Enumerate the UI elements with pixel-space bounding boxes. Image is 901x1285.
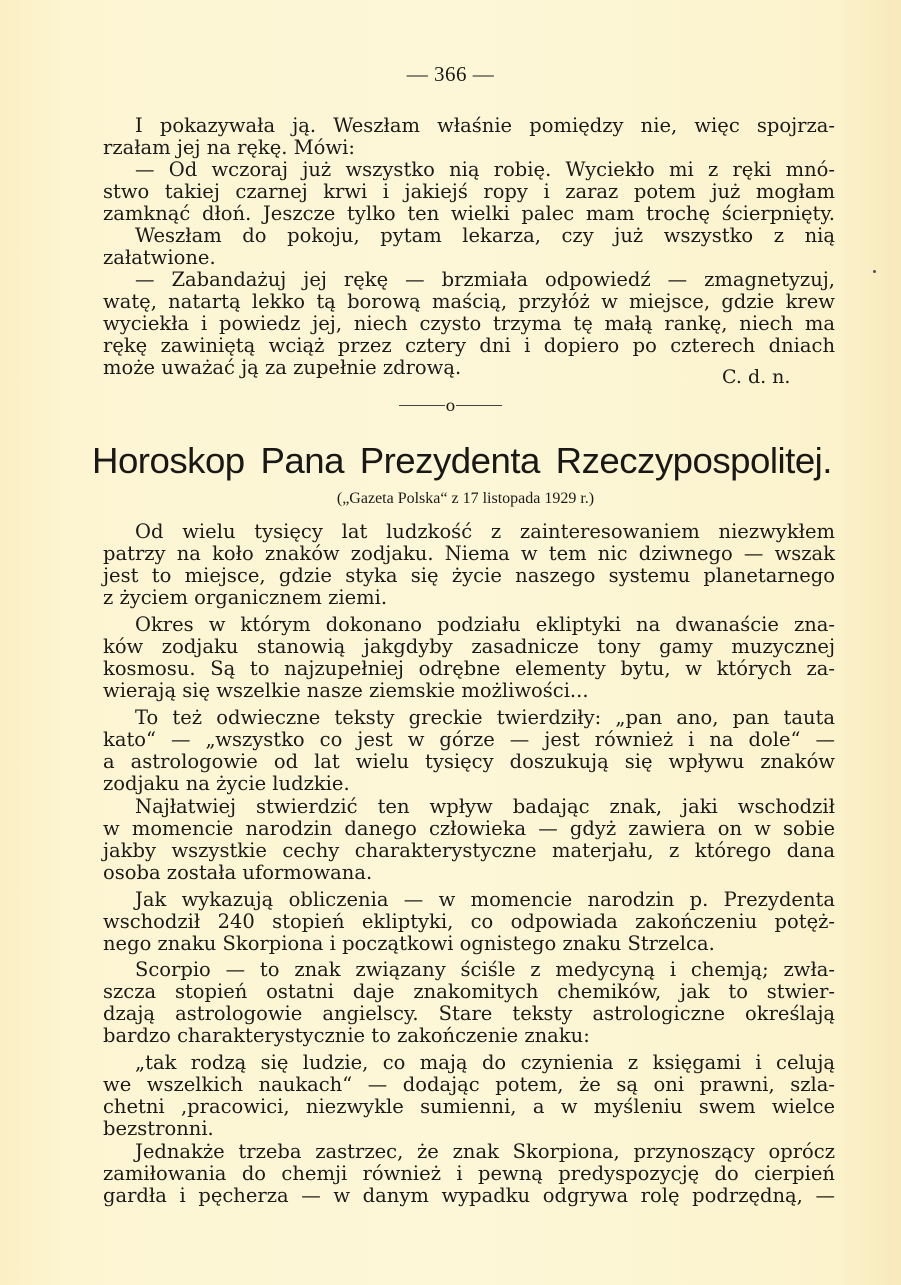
text-line: rękę zawiniętą wciąż przez cztery dni i dopiero po czterech dniach: [103, 334, 835, 357]
text-line: bezstronni.: [103, 1117, 214, 1140]
text-line: jest to miejsce, gdzie styka się życie naszego systemu planetarnego: [103, 564, 835, 587]
ink-spot: [873, 270, 876, 273]
text-line: a astrologowie od lat wielu tysięcy doszukują się wpływu znaków: [103, 750, 835, 773]
text-line: Okres w którym dokonano podziału ekliptyki na dwanaście zna-: [135, 613, 835, 636]
text-line: — Od wczoraj już wszystko nią robię. Wyciekło mi z ręki mnó-: [135, 158, 835, 181]
text-line: kosmosu. Są to najzupełniej odrębne elementy bytu, w których za-: [103, 657, 835, 680]
page-number: — 366 —: [406, 62, 495, 86]
text-line: bardzo charakterystycznie to zakończenie znaku:: [103, 1024, 590, 1047]
text-line: gardła i pęcherza — w danym wypadku odgrywa rolę podrzędną, —: [103, 1184, 835, 1207]
text-line: może uważać ją za zupełnie zdrową.: [103, 356, 462, 379]
text-line: ków zodjaku stanowią jakgdyby zasadnicze tony gamy muzycznej: [103, 635, 835, 658]
divider-rule-right: [456, 405, 502, 406]
text-line: Od wielu tysięcy lat ludzkość z zainteresowaniem niezwykłem: [135, 520, 835, 543]
text-line: chetni ,pracowici, niezwykle sumienni, a w myśleniu swem wielce: [103, 1095, 835, 1118]
text-line: z życiem organicznem ziemi.: [103, 586, 388, 609]
section-divider: [0, 395, 901, 415]
text-line: — Zabandażuj jej rękę — brzmiała odpowiedź — zmagnetyzuj,: [135, 268, 835, 291]
divider-mark: o: [445, 396, 456, 415]
text-line: zodjaku na życie ludzkie.: [103, 772, 350, 795]
text-line: To też odwieczne teksty greckie twierdziły: „pan ano, pan tauta: [135, 706, 835, 729]
text-line: zamiłowania do chemji również i pewną predyspozycję do cierpień: [103, 1162, 835, 1185]
text-line: szcza stopień ostatni daje znakomitych chemików, jak to stwier-: [103, 980, 835, 1003]
article-title: Horoskop Pana Prezydenta Rzeczypospolitej.: [92, 440, 832, 481]
text-line: Najłatwiej stwierdzić ten wpływ badając znak, jaki wschodził: [135, 795, 835, 818]
text-line: kato“ — „wszystko co jest w górze — jest również i na dole“ —: [103, 728, 835, 751]
text-line: wschodził 240 stopień ekliptyki, co odpowiada zakończeniu potęż-: [103, 910, 835, 933]
text-line: zamknąć dłoń. Jeszcze tylko ten wielki palec mam trochę ścierpnięty.: [103, 202, 835, 225]
text-line: jakby wszystkie cechy charakterystyczne materjału, z którego dana: [103, 839, 835, 862]
text-line: dzają astrologowie angielscy. Stare teksty astrologiczne określają: [103, 1002, 835, 1025]
continued-mark: C. d. n.: [722, 366, 791, 388]
text-line: watę, natartą lekko tą borową maścią, przyłóż w miejsce, gdzie krew: [103, 290, 835, 313]
text-line: patrzy na koło znaków zodjaku. Niema w tem nic dziwnego — wszak: [103, 542, 835, 565]
text-line: Jednakże trzeba zastrzec, że znak Skorpiona, przynoszący oprócz: [135, 1140, 835, 1163]
text-line: Scorpio — to znak związany ściśle z medycyną i chemją; zwła-: [135, 958, 835, 981]
text-line: we wszelkich naukach“ — dodając potem, że są oni prawni, szla-: [103, 1073, 835, 1096]
divider-rule-left: [399, 405, 445, 406]
text-line: stwo takiej czarnej krwi i jakiejś ropy i zaraz potem już mogłam: [103, 180, 835, 203]
text-line: w momencie narodzin danego człowieka — gdyż zawiera on w sobie: [103, 817, 835, 840]
text-line: wyciekła i powiedz jej, niech czysto trzyma tę małą rankę, niech ma: [103, 312, 835, 335]
text-line: Jak wykazują obliczenia — w momencie narodzin p. Prezydenta: [135, 888, 835, 911]
text-line: I pokazywała ją. Weszłam właśnie pomiędzy nie, więc spojrza-: [135, 114, 835, 137]
text-line: wierają się wszelkie nasze ziemskie możliwości...: [103, 679, 589, 702]
text-line: nego znaku Skorpiona i początkowi ognistego znaku Strzelca.: [103, 932, 715, 955]
text-line: załatwione.: [103, 246, 216, 269]
article-source: („Gazeta Polska“ z 17 listopada 1929 r.): [336, 490, 595, 507]
text-line: Weszłam do pokoju, pytam lekarza, czy już wszystko z nią: [135, 224, 835, 247]
text-line: „tak rodzą się ludzie, co mają do czynienia z księgami i celują: [135, 1051, 835, 1074]
text-line: osoba została uformowana.: [103, 861, 373, 884]
text-line: rzałam jej na rękę. Mówi:: [103, 136, 355, 159]
